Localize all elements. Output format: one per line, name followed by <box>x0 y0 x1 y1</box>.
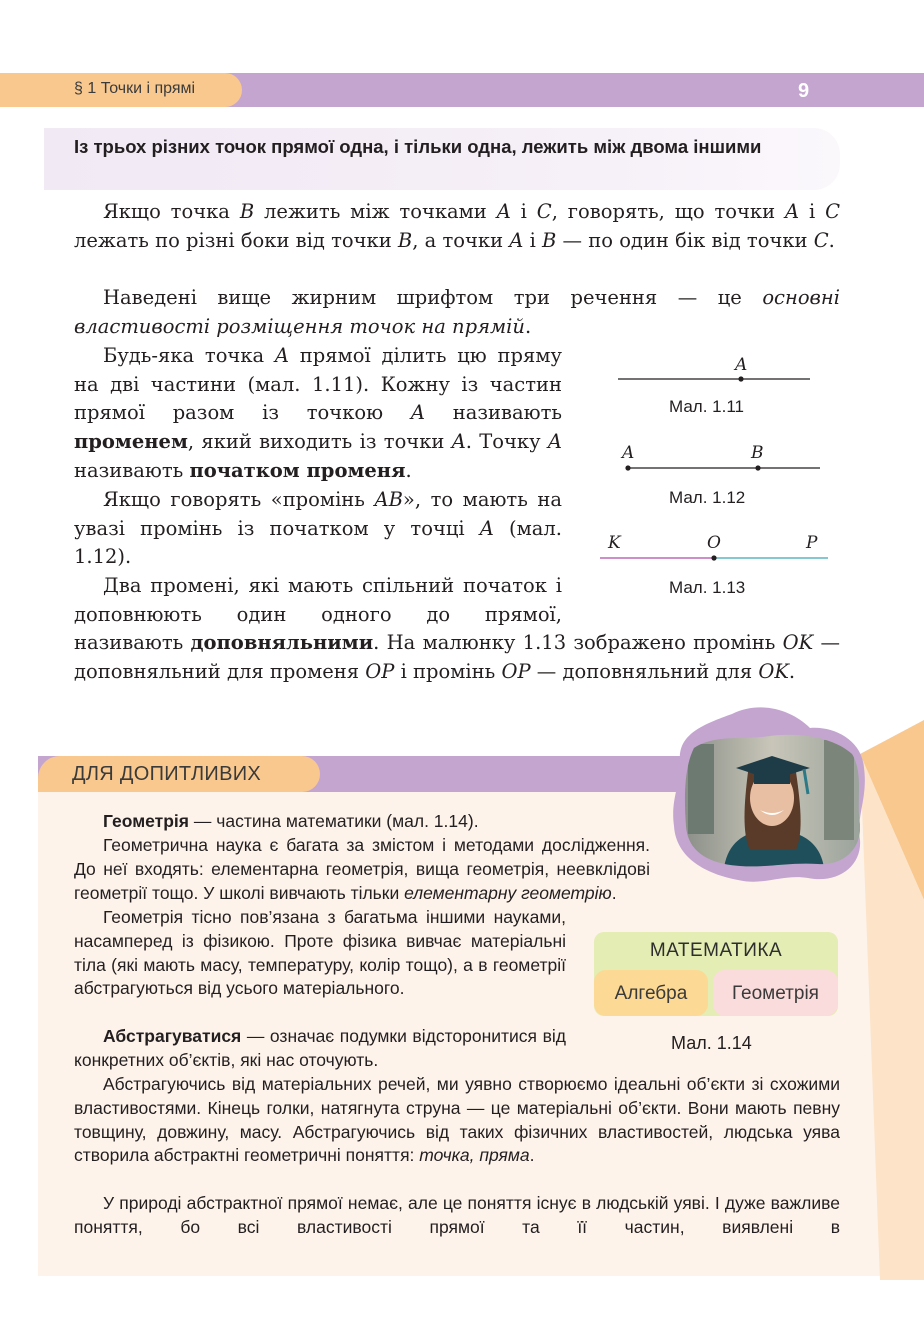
curious-geometry-def: Геометрія — частина математики (мал. 1.14). <box>103 811 479 831</box>
principle-text: Із трьох різних точок прямої одна, і тільки одна, лежить між двома іншими <box>74 136 762 157</box>
paragraph-properties: Наведені вище жирним шрифтом три речення — це основні властивості розміщення точок на прямій. <box>74 286 840 338</box>
fig13-caption: Мал. 1.13 <box>669 578 746 597</box>
fig13-label-o: O <box>707 533 721 553</box>
geometry-label: Геометрія <box>732 983 819 1004</box>
fig12-label-b: B <box>751 443 764 463</box>
curious-geometry-branches: Геометрична наука є багата за змістом і методами дослідження. До неї входять: елементарна геометрія, вища геометрія, неевклідові геометрії тощо. У школі вивчають тільки елементарну геометрію. <box>74 835 650 903</box>
curious-abstract-def: Абстрагуватися — означає подумки відсторонитися від конкретних об’єктів, які нас оточують. <box>74 1026 566 1070</box>
fig14-caption: Мал. 1.14 <box>671 1033 752 1053</box>
curious-title: ДЛЯ ДОПИТЛИВИХ <box>72 763 262 785</box>
paragraph-ray-ab: Якщо говорять «промінь AB», то мають на увазі промінь із початком у точці A (мал. 1.12). <box>74 488 562 569</box>
fig12-caption: Мал. 1.12 <box>669 488 746 507</box>
section-title: § 1 Точки і прямі <box>74 80 196 97</box>
paragraph-between: Якщо точка B лежить між точками A і C, говорять, що точки A і C лежать по різні боки від точки B, а точки A і B — по один бік від точки C. <box>74 200 840 252</box>
math-title: МАТЕМАТИКА <box>649 940 783 961</box>
curious-physics: Геометрія тісно пов’язана з багатьма іншими науками, насамперед із фізикою. Проте фізика вивчає матеріальні тіла (які мають масу, температуру, колір тощо), а в геометрії абстрагуються від усього матеріального. <box>74 907 566 999</box>
fig12-point-b <box>755 465 760 470</box>
fig11-point-a <box>738 376 743 381</box>
paragraph-ray-definition: Будь-яка точка A прямої ділить цю пряму на дві частини (мал. 1.11). Кожну із частин прямої разом із точкою A називають променем, який виходить із точки A. Точку A називають початком променя. <box>74 344 562 482</box>
fig13-label-p: P <box>806 533 818 553</box>
fig12-point-a <box>625 465 630 470</box>
figures-rays <box>590 340 850 580</box>
curious-nature-line: У природі абстрактної прямої немає, але це поняття існує в людській уяві. І дуже важливе поняття, бо всі властивості прямої та її частин, виявлені в <box>74 1193 840 1237</box>
fig13-point-o <box>711 555 716 560</box>
curious-abstract-objects: Абстрагуючись від матеріальних речей, ми уявно створюємо ідеальні об’єкти зі схожими властивостями. Кінець голки, натягнута струна — це матеріальні об’єкти. Вони мають певну товщину, довжину, масу. Абстрагуючись від таких фізичних властивостей, людська уява створила абстрактні геометричні поняття: точка, пряма. <box>74 1074 840 1166</box>
fig11-caption: Мал. 1.11 <box>669 397 744 416</box>
paragraph-complementary: Два промені, які мають спільний початок і доповнюють один одного до прямої, називають доповняльними. На малюнку 1.13 зображено промінь OK — доповняльний для променя OP і промінь OP — доповняльний для OK. <box>74 574 840 684</box>
fig13-label-k: K <box>608 533 621 553</box>
fig11-label-a: A <box>735 355 748 375</box>
fig12-label-a: A <box>622 443 635 463</box>
algebra-label: Алгебра <box>614 983 688 1004</box>
page-number: 9 <box>798 80 810 102</box>
